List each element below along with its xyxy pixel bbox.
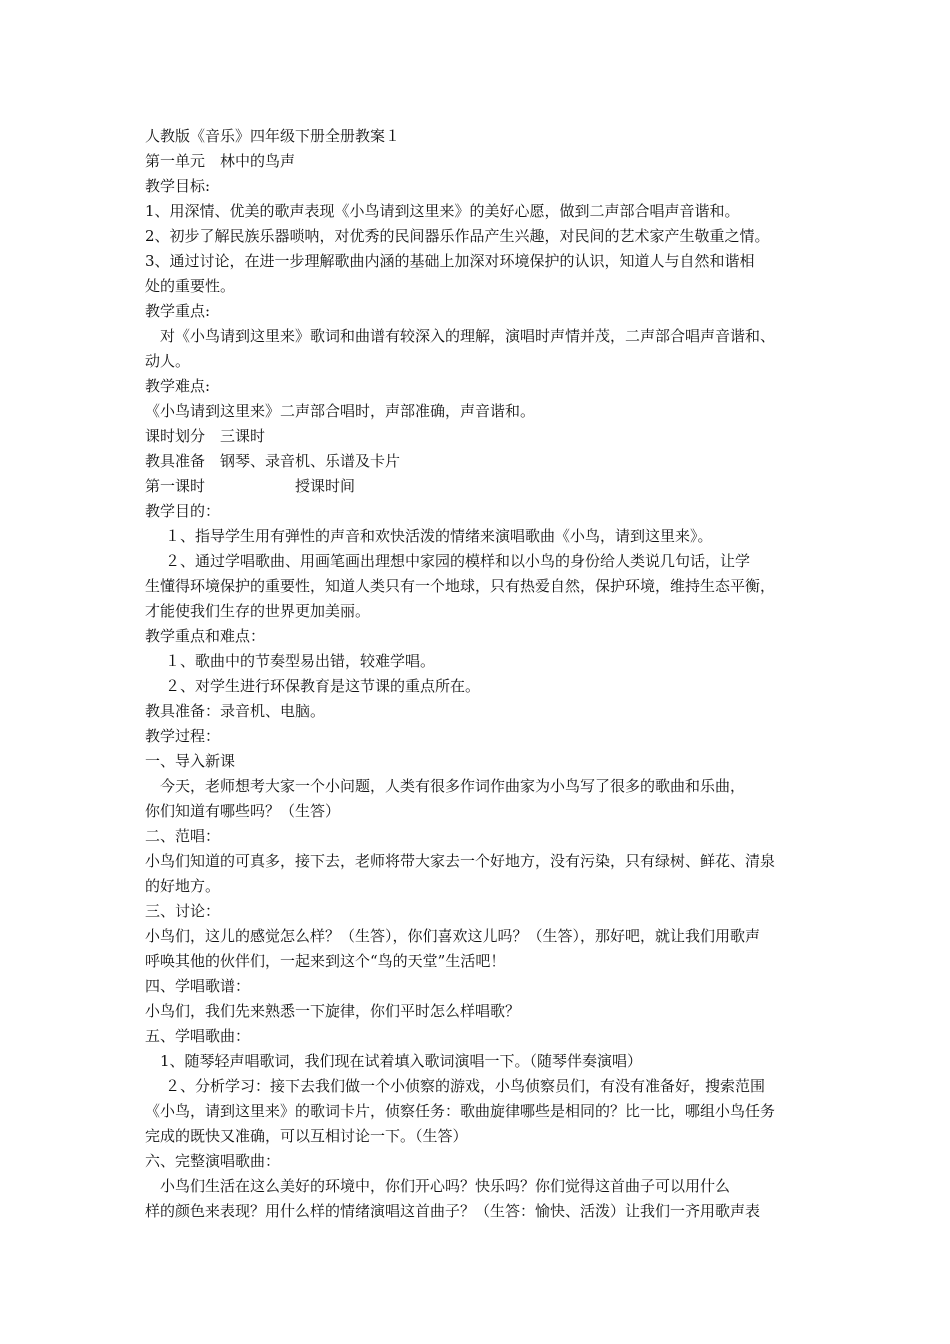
text-line: ２、分析学习：接下去我们做一个小侦察的游戏，小鸟侦察员们，有没有准备好，搜索范围 — [165, 1077, 766, 1095]
text-line: 六、完整演唱歌曲： — [145, 1152, 281, 1170]
text-line: 人教版《音乐》四年级下册全册教案１ — [145, 127, 401, 145]
document-page — [145, 124, 815, 1224]
text-line: 才能使我们生存的世界更加美丽。 — [145, 602, 371, 620]
text-line: 三、讨论： — [145, 902, 221, 920]
text-line: 教学目标: — [145, 177, 211, 195]
text-line: 1、用深情、优美的歌声表现《小鸟请到这里来》的美好心愿，做到二声部合唱声音谐和。 — [145, 202, 740, 220]
text-line: 对《小鸟请到这里来》歌词和曲谱有较深入的理解，演唱时声情并茂，二声部合唱声音谐和、 — [160, 327, 776, 345]
text-line: 四、学唱歌谱： — [145, 977, 251, 995]
text-line: 呼唤其他的伙伴们，一起来到这个“鸟的天堂”生活吧！ — [145, 952, 506, 970]
text-line: 1、随琴轻声唱歌词，我们现在试着填入歌词演唱一下。（随琴伴奏演唱） — [160, 1052, 643, 1070]
text-line: 二、范唱： — [145, 827, 221, 845]
text-line: 第一单元 林中的鸟声 — [145, 152, 296, 170]
text-line: 教学过程： — [145, 727, 221, 745]
text-line: 小鸟们，我们先来熟悉一下旋律，你们平时怎么样唱歌？ — [145, 1002, 521, 1020]
text-line: 《小鸟请到这里来》二声部合唱时，声部准确，声音谐和。 — [145, 402, 536, 420]
text-line: 2、初步了解民族乐器唢呐，对优秀的民间器乐作品产生兴趣，对民间的艺术家产生敬重之情。 — [145, 227, 770, 245]
text-line: 五、学唱歌曲： — [145, 1027, 251, 1045]
text-line: 处的重要性。 — [145, 277, 236, 295]
text-line: 小鸟们知道的可真多，接下去，老师将带大家去一个好地方，没有污染，只有绿树、鲜花、清泉 — [145, 852, 776, 870]
text-line: 一、导入新课 — [145, 752, 236, 770]
text-line: 生懂得环境保护的重要性，知道人类只有一个地球，只有热爱自然，保护环境，维持生态平衡， — [145, 577, 776, 595]
text-line: ２、对学生进行环保教育是这节课的重点所在。 — [165, 677, 481, 695]
text-line: 小鸟们，这儿的感觉怎么样？（生答），你们喜欢这儿吗？（生答），那好吧，就让我们用歌声 — [145, 927, 761, 945]
text-line: １、歌曲中的节奏型易出错，较难学唱。 — [165, 652, 436, 670]
text-line: 你们知道有哪些吗？（生答） — [145, 802, 341, 820]
text-line: 第一课时 授课时间 — [145, 477, 356, 495]
text-line: 的好地方。 — [145, 877, 221, 895]
text-line: 小鸟们生活在这么美好的环境中，你们开心吗？快乐吗？你们觉得这首曲子可以用什么 — [160, 1177, 731, 1195]
text-line: 今天，老师想考大家一个小问题，人类有很多作词作曲家为小鸟写了很多的歌曲和乐曲， — [160, 777, 746, 795]
text-line: 《小鸟，请到这里来》的歌词卡片，侦察任务：歌曲旋律哪些是相同的？比一比，哪组小鸟任务 — [145, 1102, 776, 1120]
text-line: 教具准备：录音机、电脑。 — [145, 702, 326, 720]
text-line: 教具准备 钢琴、录音机、乐谱及卡片 — [145, 452, 401, 470]
text-line: 教学重点: — [145, 302, 211, 320]
text-line: １、指导学生用有弹性的声音和欢快活泼的情绪来演唱歌曲《小鸟，请到这里来》。 — [165, 527, 713, 545]
text-line: 教学重点和难点： — [145, 627, 266, 645]
text-line: 课时划分 三课时 — [145, 427, 266, 445]
text-line: 样的颜色来表现？用什么样的情绪演唱这首曲子？（生答：愉快、活泼）让我们一齐用歌声表 — [145, 1202, 761, 1220]
text-line: 3、通过讨论，在进一步理解歌曲内涵的基础上加深对环境保护的认识，知道人与自然和谐相 — [145, 252, 755, 270]
text-line: 教学目的： — [145, 502, 221, 520]
text-line: 教学难点: — [145, 377, 211, 395]
text-line: ２、通过学唱歌曲、用画笔画出理想中家园的模样和以小鸟的身份给人类说几句话，让学 — [165, 552, 751, 570]
text-line: 完成的既快又准确，可以互相讨论一下。（生答） — [145, 1127, 468, 1145]
text-line: 动人。 — [145, 352, 191, 370]
